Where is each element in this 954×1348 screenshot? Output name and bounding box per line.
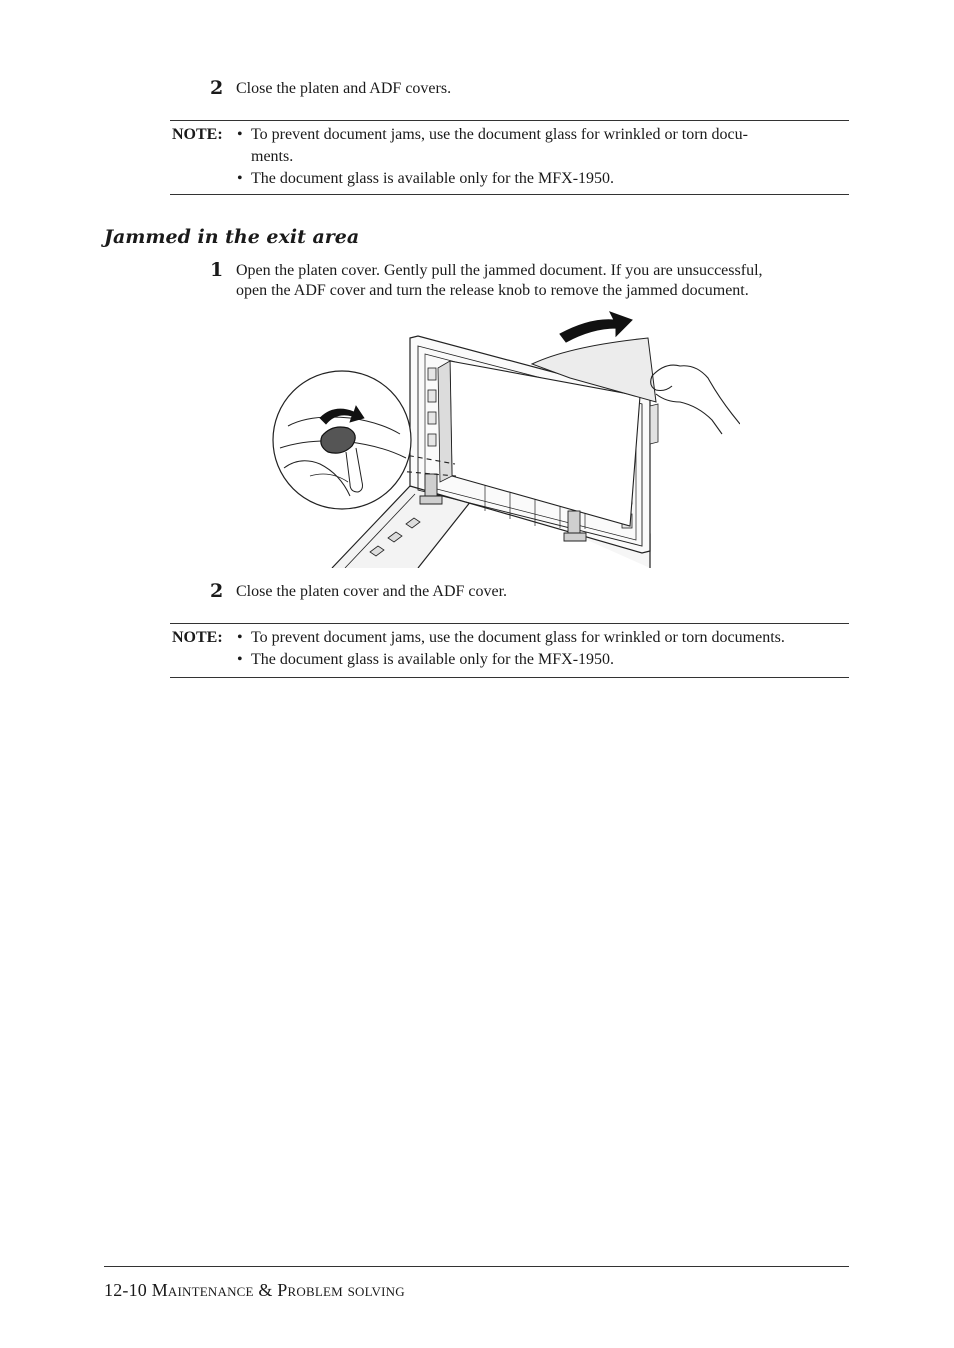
note-label: NOTE: <box>172 126 223 143</box>
note-item <box>236 124 848 168</box>
note-list <box>236 627 848 671</box>
step-number: 2 <box>210 77 224 99</box>
note-item: • The document glass is available only for the MFX-1950. <box>236 168 848 190</box>
section-heading: Jammed in the exit area <box>104 226 360 248</box>
page-number: 12-10 <box>104 1280 147 1300</box>
note-item-line-1: To prevent document jams, use the document glass for wrinkled or torn docu- <box>251 126 748 143</box>
chapter-title-amp: & <box>258 1280 273 1300</box>
hand <box>651 365 740 434</box>
step-text <box>236 261 836 301</box>
page-footer <box>104 1279 405 1301</box>
note-item: • To prevent document jams, use the document glass for wrinkled or torn documents. <box>236 627 848 649</box>
step-text: Close the platen cover and the ADF cover. <box>236 583 508 600</box>
jam-removal-illustration <box>270 306 740 568</box>
note-label: NOTE: <box>172 629 223 646</box>
note-box-2 <box>170 623 849 678</box>
note-box-1 <box>170 120 849 195</box>
note-list <box>236 124 848 190</box>
step-text-line-2: open the ADF cover and turn the release knob to remove the jammed document. <box>236 282 749 299</box>
chapter-title-part-1: Maintenance <box>151 1280 254 1300</box>
step-number: 2 <box>210 580 224 602</box>
step-text-line-1: Open the platen cover. Gently pull the jammed document. If you are unsuccessful, <box>236 262 763 279</box>
step-number: 1 <box>210 259 224 281</box>
note-item: • The document glass is available only for the MFX-1950. <box>236 649 848 671</box>
chapter-title-part-2: Problem solving <box>277 1280 405 1300</box>
note-item-line-2: ments. <box>251 148 294 165</box>
step-text: Close the platen and ADF covers. <box>236 80 452 97</box>
pull-arrow-icon <box>560 312 632 342</box>
footer-rule <box>104 1266 849 1267</box>
